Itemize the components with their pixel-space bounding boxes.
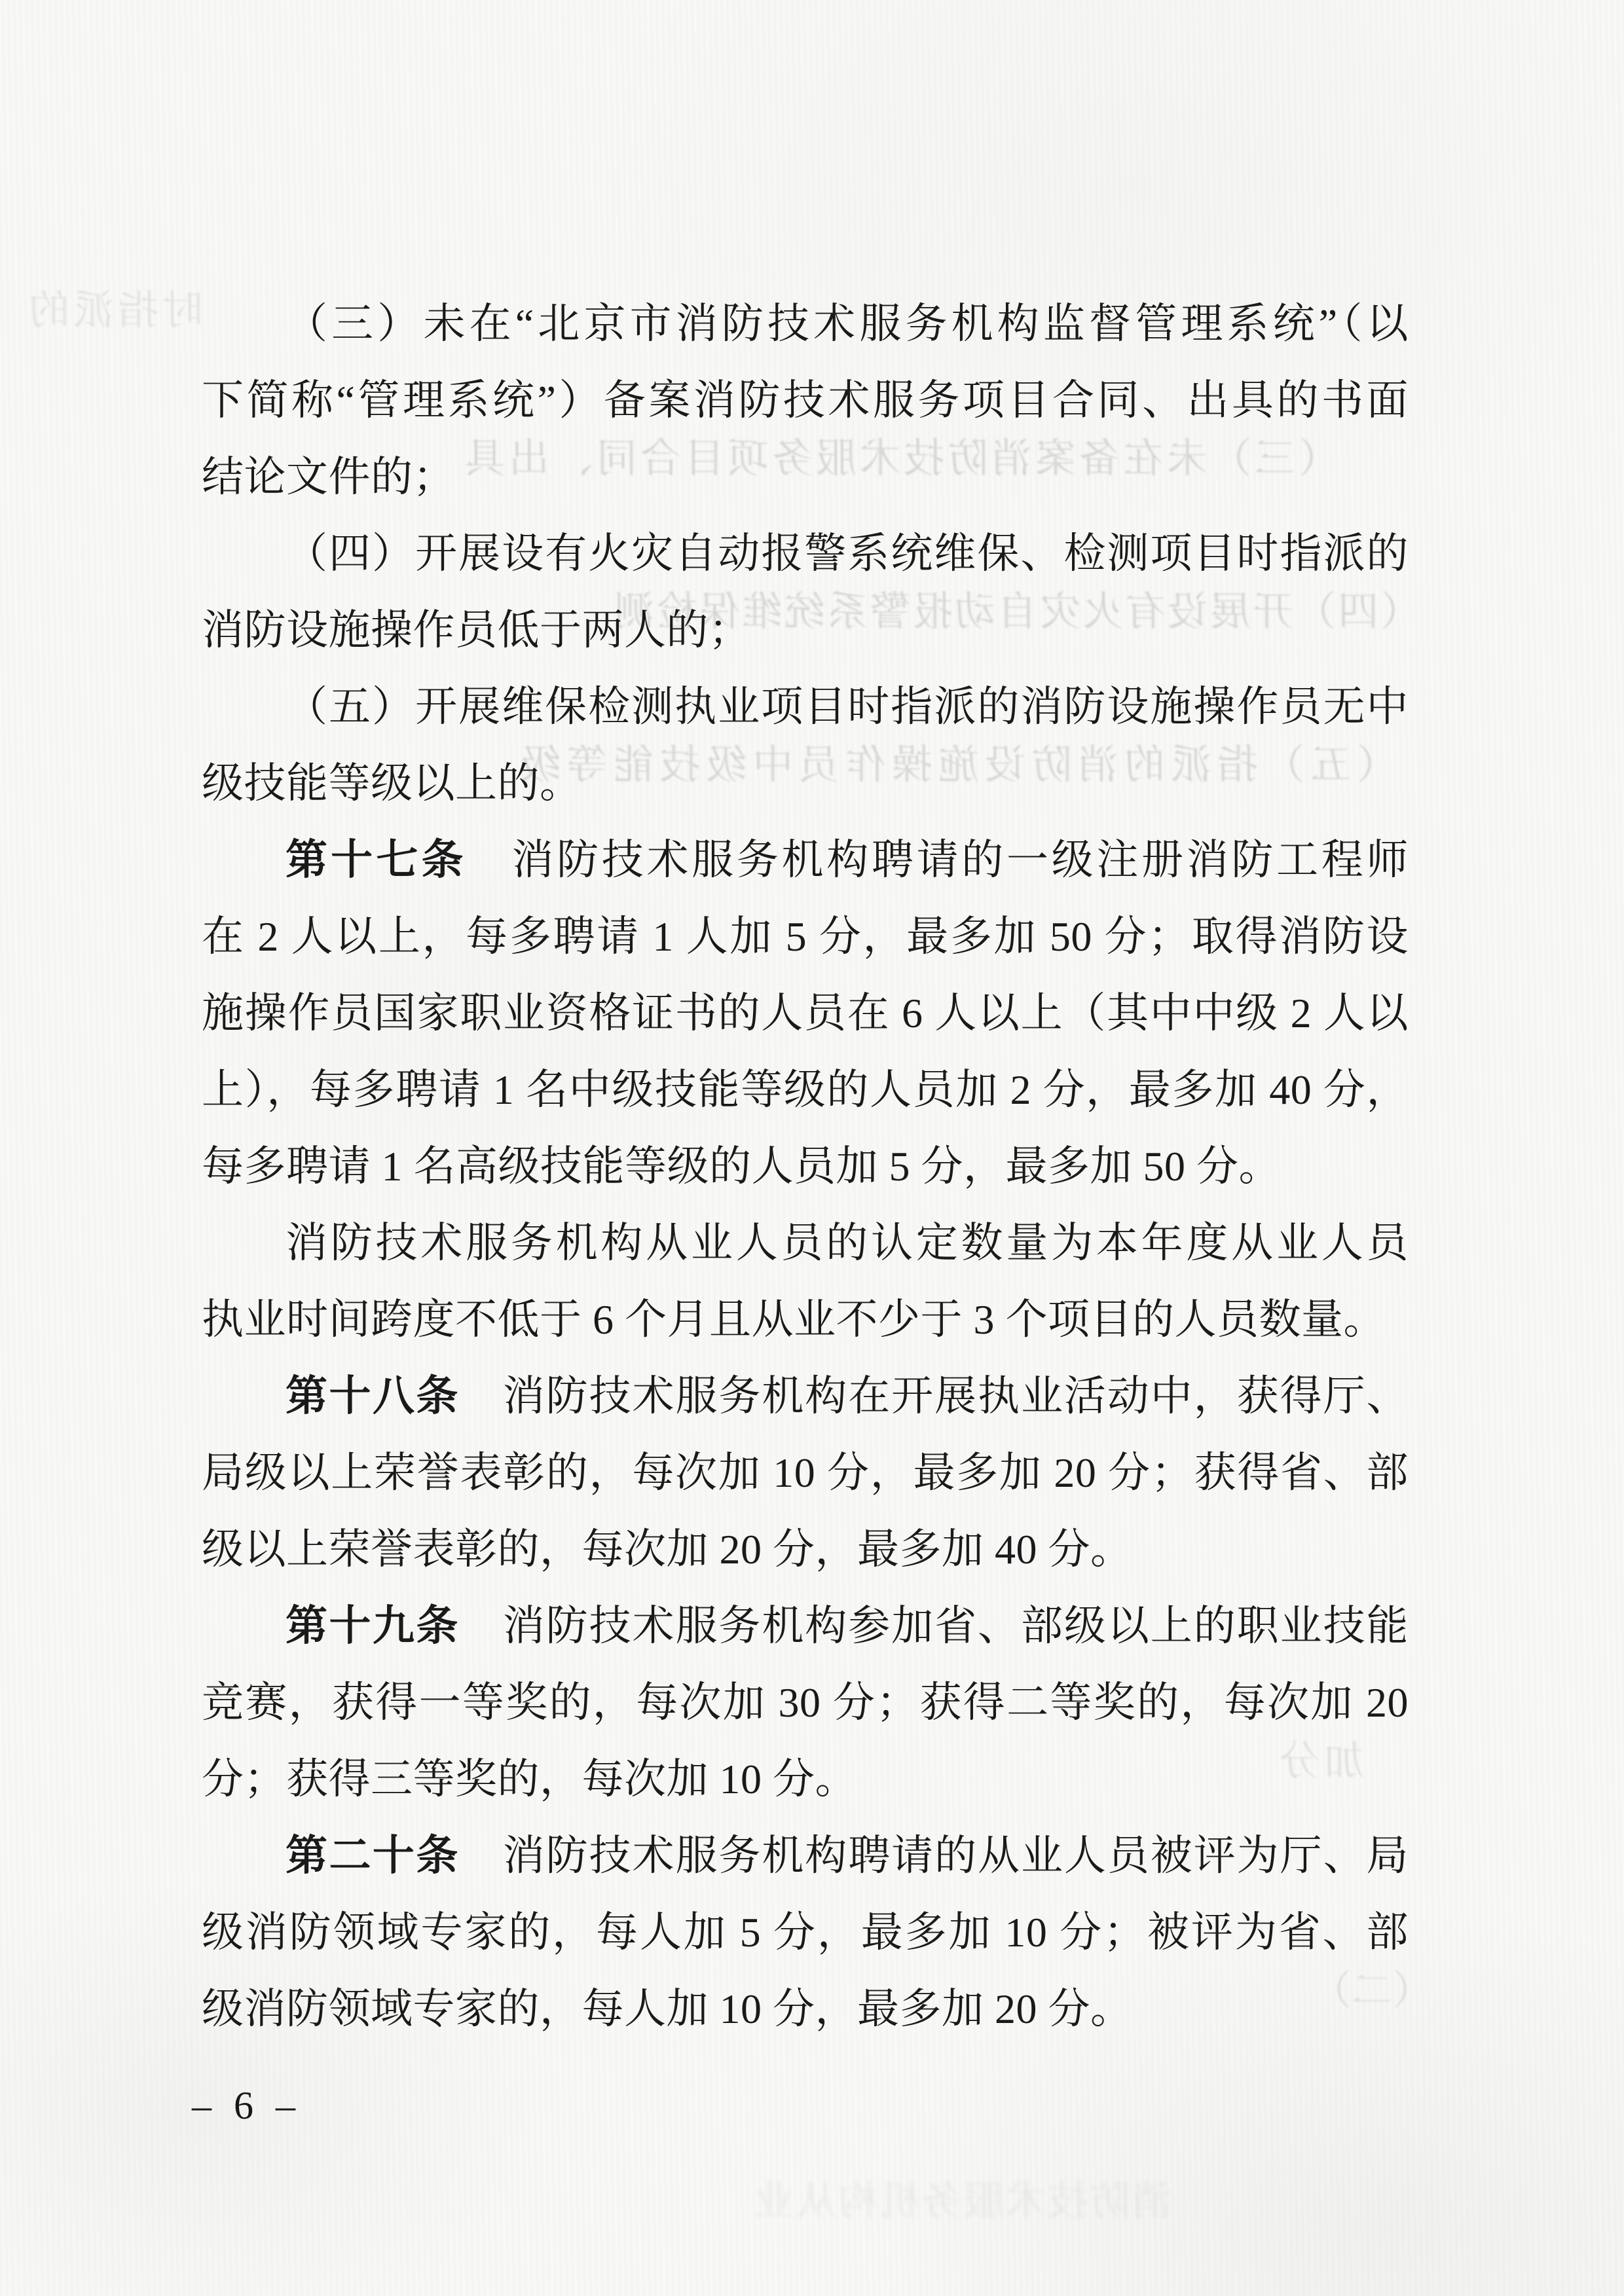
bleed-through-text: 消防技术服务机构从业 (753, 2179, 1173, 2224)
article-number: 第十七条 (286, 836, 467, 883)
text-line: 消防设施操作员低于两人的； (202, 607, 751, 653)
text-line: 下简称“管理系统”）备案消防技术服务项目合同、出具的书面 (202, 377, 1409, 424)
page-number: – 6 – (192, 2084, 295, 2127)
text-line: 每多聘请 1 名高级技能等级的人员加 5 分，最多加 50 分。 (202, 1143, 1281, 1190)
text-line: 执业时间跨度不低于 6 个月且从业不少于 3 个项目的人员数量。 (202, 1296, 1386, 1343)
text-line: 级消防领域专家的，每人加 10 分，最多加 20 分。 (202, 1986, 1133, 2032)
bleed-through-text: （二） (1311, 1969, 1433, 2013)
bleed-through-text: （五）指派的消防设施操作员中级技能等级 (514, 743, 1398, 788)
text-line: 第二十条 消防技术服务机构聘请的从业人员被评为厅、局 (286, 1832, 1409, 1879)
text-line: 结论文件的； (202, 454, 455, 500)
text-line: 施操作员国家职业资格证书的人员在 6 人以上（其中中级 2 人以 (202, 990, 1409, 1036)
text-line: 级技能等级以上的。 (202, 760, 582, 807)
text-line: 上），每多聘请 1 名中级技能等级的人员加 2 分，最多加 40 分， (202, 1066, 1409, 1113)
text-line: 级消防领域专家的，每人加 5 分，最多加 10 分；被评为省、部 (202, 1909, 1409, 1956)
document-body (202, 285, 1409, 2047)
text-line: 竞赛，获得一等奖的，每次加 30 分；获得二等奖的，每次加 20 (202, 1679, 1409, 1726)
text-line: 在 2 人以上，每多聘请 1 人加 5 分，最多加 50 分；取得消防设 (202, 913, 1409, 960)
text-line: 消防技术服务机构从业人员的认定数量为本年度从业人员 (286, 1220, 1409, 1266)
text-line: 第十八条 消防技术服务机构在开展执业活动中，获得厅、 (286, 1372, 1409, 1419)
text-line: 第十九条 消防技术服务机构参加省、部级以上的职业技能 (286, 1602, 1409, 1649)
bleed-through-text: 时指派的 (25, 289, 204, 333)
article-number: 第十九条 (286, 1602, 460, 1649)
text-line: 分；获得三等奖的，每次加 10 分。 (202, 1756, 857, 1802)
text-line: （五）开展维保检测执业项目时指派的消防设施操作员无中 (286, 683, 1409, 730)
text-line: 局级以上荣誉表彰的，每次加 10 分，最多加 20 分；获得省、部 (202, 1449, 1409, 1496)
article-number: 第二十条 (286, 1832, 460, 1879)
bleed-through-text: （三）未在备案消防技术服务项目合同、出具 (462, 437, 1340, 481)
text-line: 第十七条 消防技术服务机构聘请的一级注册消防工程师 (286, 836, 1409, 883)
bleed-through-text: （四）开展设有火灾自动报警系统维保检测 (612, 590, 1422, 634)
text-line: 级以上荣誉表彰的，每次加 20 分，最多加 40 分。 (202, 1526, 1133, 1573)
bleed-through-text: 加分 (1276, 1740, 1365, 1784)
text-line: （三）未在“北京市消防技术服务机构监督管理系统”（以 (286, 301, 1409, 347)
text-line: （四）开展设有火灾自动报警系统维保、检测项目时指派的 (286, 530, 1409, 577)
article-number: 第十八条 (286, 1372, 460, 1419)
